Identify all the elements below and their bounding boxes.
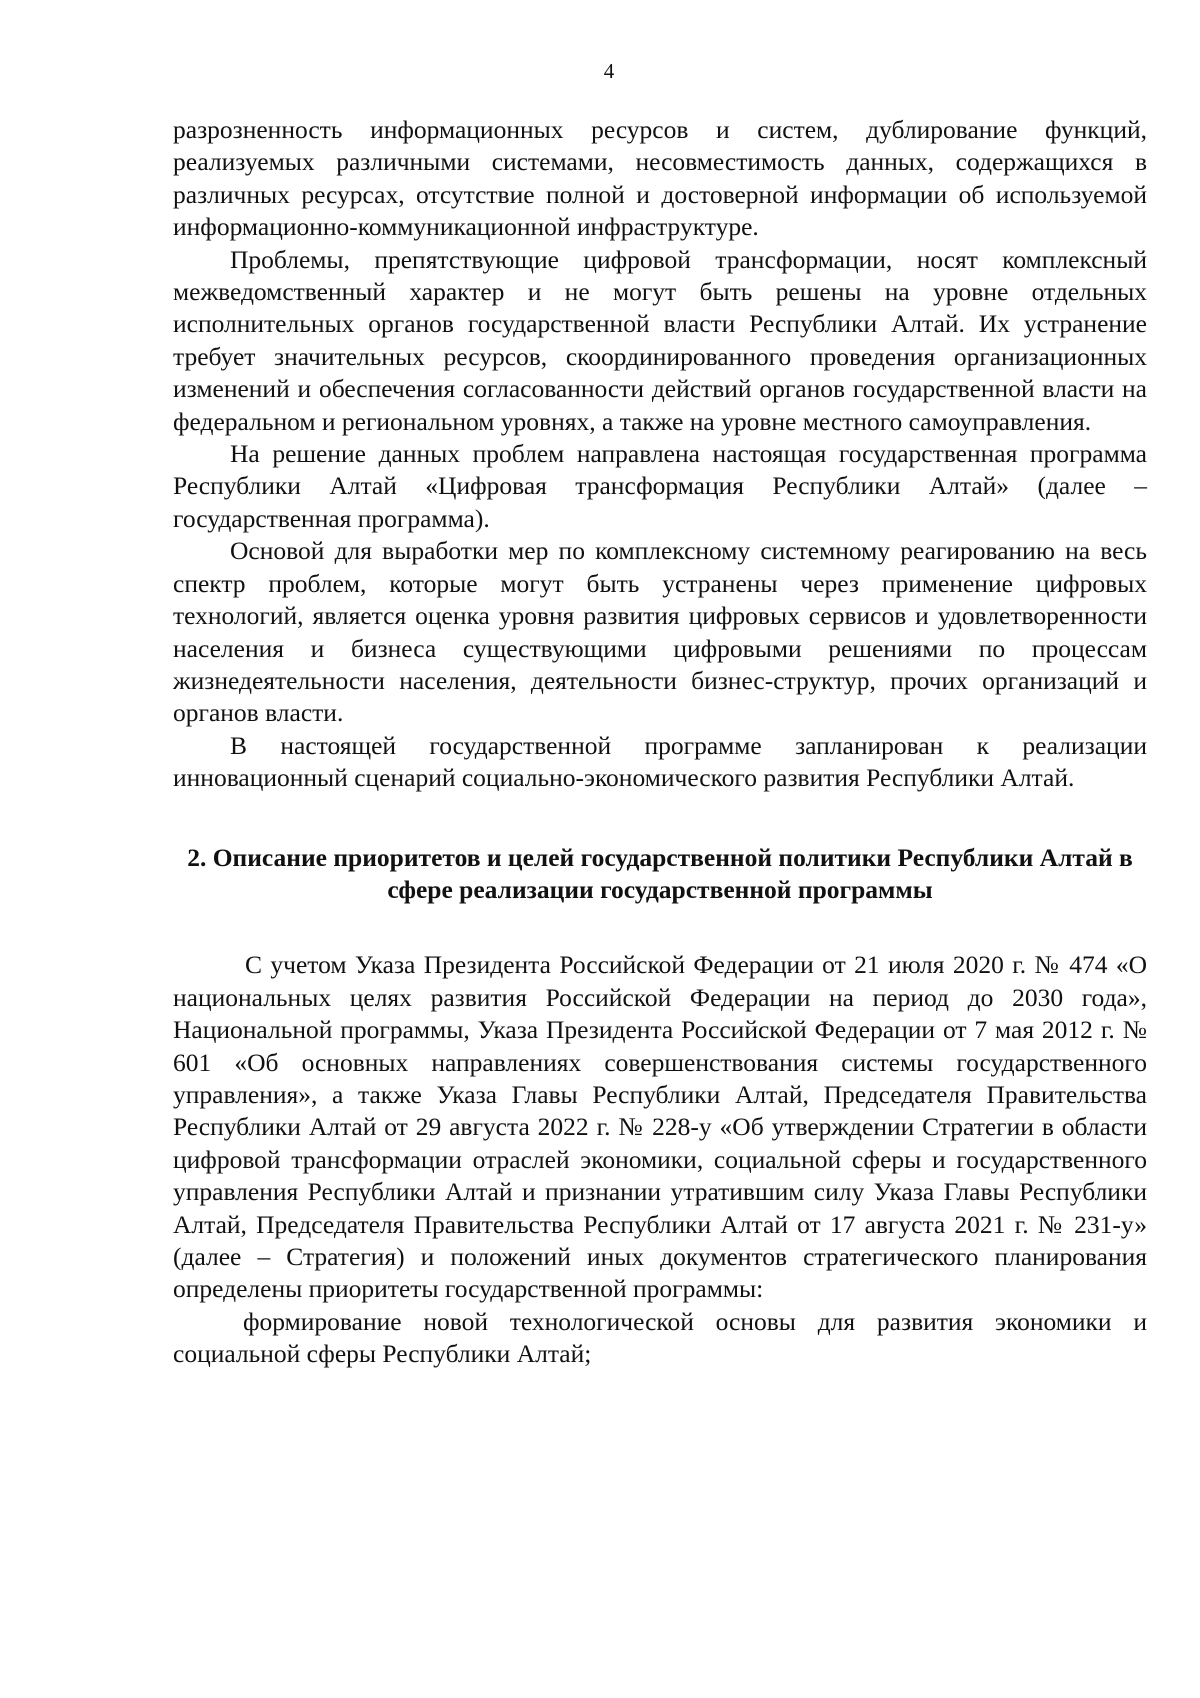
paragraph: В настоящей государственной программе запланирован к реализации инновационный сценарий социально-экономического развития Республики Алтай. [173, 730, 1147, 793]
page-number: 4 [603, 59, 615, 83]
paragraph: формирование новой технологической основы для развития экономики и социальной сферы Республики Алтай; [173, 1306, 1147, 1369]
paragraph: разрозненность информационных ресурсов и систем, дублирование функций, реализуемых различными системами, несовместимость данных, содержащихся в различных ресурсах, отсутствие полной и достоверной информации об используемой информационно-коммуникационной инфраструктуре. [173, 115, 1147, 242]
paragraph: Проблемы, препятствующие цифровой трансформации, носят комплексный межведомственный характер и не могут быть решены на уровне отдельных исполнительных органов государственной власти Республики Алтай. Их устранение требует значительных ресурсов, скоординированного проведения организационных изменений и обеспечения согласованности действий органов государственной власти на федеральном и региональном уровнях, а также на уровне местного самоуправления. [173, 244, 1147, 436]
paragraph: С учетом Указа Президента Российской Федерации от 21 июля 2020 г. № 474 «О национальных целях развития Российской Федерации на период до 2030 года», Национальной программы, Указа Президента Российской Федерации от 7 мая 2012 г. № 601 «Об основных направлениях совершенствования системы государственного управления», а также Указа Главы Республики Алтай, Председателя Правительства Республики Алтай от 29 августа 2022 г. № 228-у «Об утверждении Стратегии в области цифровой трансформации отраслей экономики, социальной сферы и государственного управления Республики Алтай и признании утратившим силу Указа Главы Республики Алтай, Председателя Правительства Республики Алтай от 17 августа 2021 г. № 231-у» (далее – Стратегия) и положений иных документов стратегического планирования определены приоритеты государственной программы: [173, 950, 1147, 1304]
paragraph: Основой для выработки мер по комплексному системному реагированию на весь спектр проблем, которые могут быть устранены через применение цифровых технологий, является оценка уровня развития цифровых сервисов и удовлетворенности населения и бизнеса существующими цифровыми решениями по процессам жизнедеятельности населения, деятельности бизнес-структур, прочих организаций и органов власти. [173, 536, 1147, 728]
section-heading: 2. Описание приоритетов и целей государственной политики Республики Алтай в сфере реализации государственной программы [187, 842, 1133, 904]
document-body [173, 114, 1147, 1371]
paragraph: На решение данных проблем направлена настоящая государственная программа Республики Алтай «Цифровая трансформация Республики Алтай» (далее – государственная программа). [173, 439, 1147, 533]
